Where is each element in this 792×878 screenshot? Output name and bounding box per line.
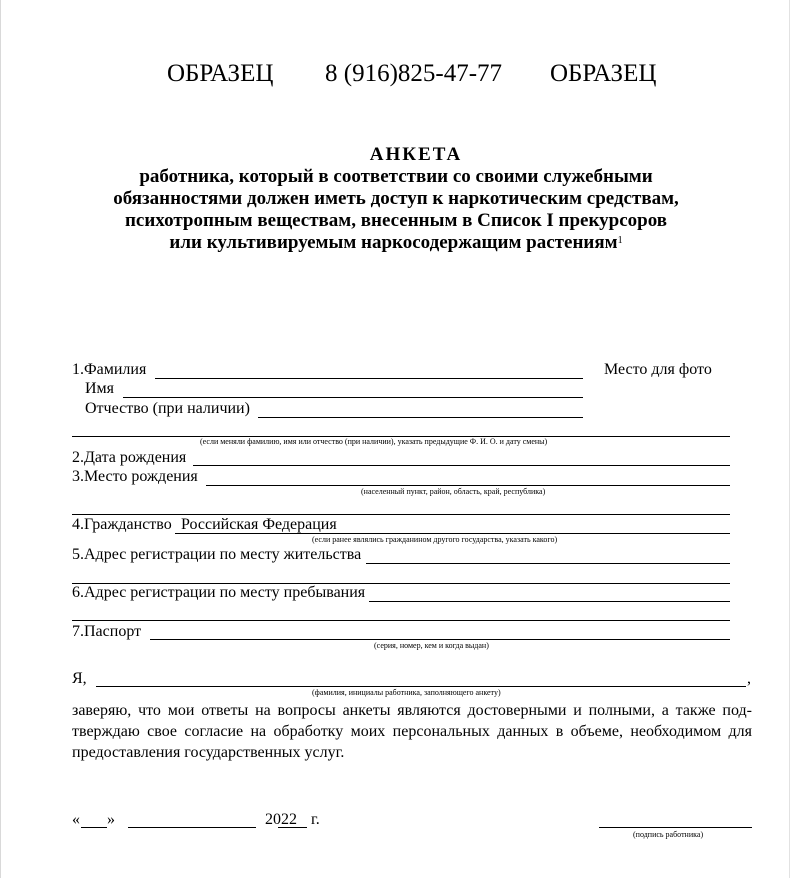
declarant-name-hint: (фамилия, инициалы работника, заполняющего анкету)	[312, 688, 501, 697]
page-edge-right	[789, 0, 790, 878]
subtitle-line-3: психотропным веществам, внесенным в Список I прекурсоров	[124, 210, 668, 231]
declaration-line-3: предоставления государственных услуг.	[72, 744, 345, 761]
stay-address-field[interactable]	[369, 601, 730, 602]
page-edge-left	[0, 0, 1, 878]
birth-place-label: 3.Место рождения	[72, 468, 198, 485]
name-field[interactable]	[123, 397, 583, 398]
date-month-field[interactable]	[128, 827, 256, 828]
declaration-line-2: тверждаю свое согласие на обработку моих персональных данных в объеме, необходимом для	[72, 723, 752, 740]
declaration-line-1: заверяю, что мои ответы на вопросы анкеты являются достоверными и полными, а также под-	[72, 702, 752, 719]
citizenship-value: Российская Федерация	[181, 516, 337, 533]
header-sample-right: ОБРАЗЕЦ	[550, 60, 657, 87]
birth-date-label: 2.Дата рождения	[72, 449, 187, 466]
declarant-name-field[interactable]	[96, 686, 746, 687]
subtitle-line-4	[0, 232, 792, 254]
passport-field[interactable]	[150, 639, 730, 640]
patronymic-label: Отчество (при наличии)	[85, 400, 250, 417]
form-title: АНКЕТА	[369, 144, 463, 165]
subtitle-line-4-text: или культивируемым наркосодержащим растениям	[169, 232, 618, 253]
stay-address-field-extra[interactable]	[72, 620, 730, 621]
birth-date-field[interactable]	[193, 465, 730, 466]
passport-hint: (серия, номер, кем и когда выдан)	[374, 641, 489, 650]
passport-label: 7.Паспорт	[72, 623, 142, 640]
footnote-mark: 1	[617, 235, 623, 246]
surname-field[interactable]	[155, 378, 583, 379]
residence-address-field[interactable]	[366, 563, 730, 564]
date-quote-open: «	[72, 811, 80, 828]
signature-field[interactable]	[599, 827, 752, 828]
citizenship-hint: (если ранее являлись гражданином другого государства, указать какого)	[312, 535, 558, 544]
birth-place-hint: (населенный пункт, район, область, край, республика)	[361, 487, 546, 496]
name-change-hint: (если меняли фамилию, имя или отчество (при наличии), указать предыдущие Ф. И. О. и дату смены)	[200, 437, 548, 446]
declaration-comma: ,	[747, 670, 751, 687]
date-day-field[interactable]	[81, 827, 107, 828]
birth-place-field[interactable]	[206, 485, 730, 486]
citizenship-label: 4.Гражданство	[72, 516, 172, 533]
surname-label: 1.Фамилия	[72, 361, 147, 378]
name-label: Имя	[85, 380, 115, 397]
date-year-suffix: г.	[311, 811, 320, 828]
citizenship-field[interactable]	[175, 533, 730, 534]
header-phone: 8 (916)825-47-77	[325, 60, 503, 87]
patronymic-field[interactable]	[258, 417, 583, 418]
residence-address-label: 5.Адрес регистрации по месту жительства	[72, 546, 362, 563]
date-year-field[interactable]	[278, 827, 307, 828]
subtitle-line-1: работника, который в соответствии со своими служебными	[139, 166, 653, 187]
date-year: 2022	[265, 811, 297, 828]
declaration-text	[72, 700, 752, 763]
photo-placeholder-label: Место для фото	[604, 361, 712, 378]
date-quote-close: »	[107, 811, 115, 828]
declaration-prefix: Я,	[72, 670, 87, 687]
form-subtitle	[0, 166, 792, 254]
signature-hint: (подпись работника)	[633, 830, 704, 839]
stay-address-label: 6.Адрес регистрации по месту пребывания	[72, 584, 366, 601]
subtitle-line-2: обязанностями должен иметь доступ к наркотическим средствам,	[113, 188, 679, 209]
birth-place-field-extra[interactable]	[72, 514, 730, 515]
header-sample-left: ОБРАЗЕЦ	[167, 60, 274, 87]
